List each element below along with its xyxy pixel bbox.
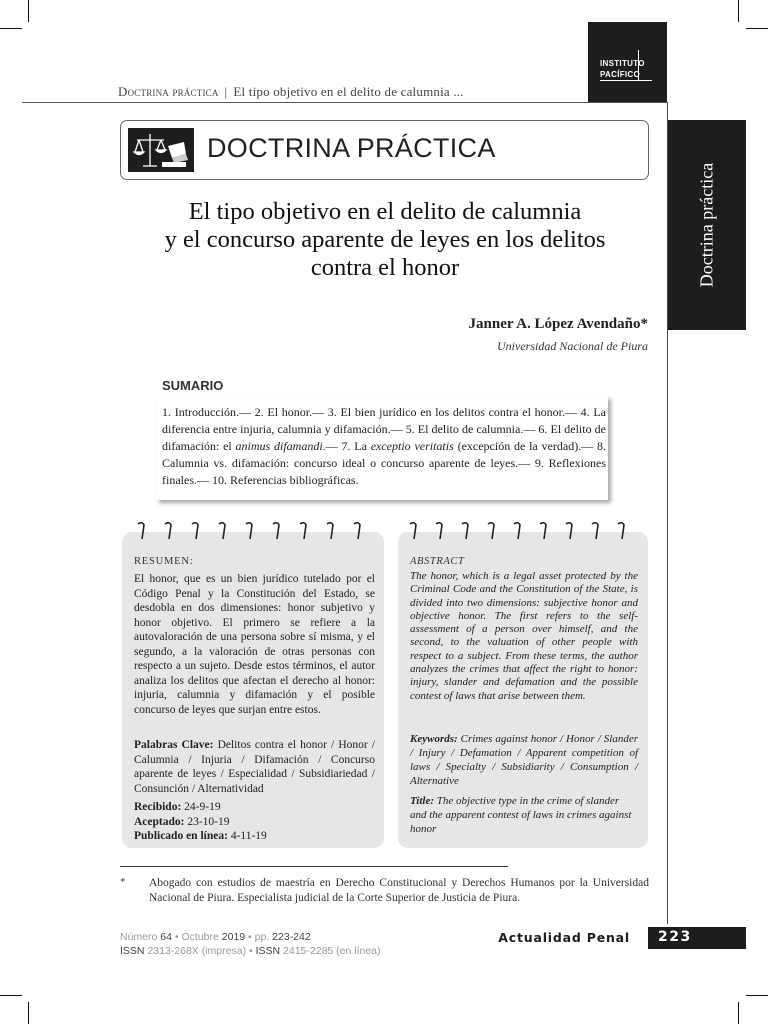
footnote-divider [120, 866, 508, 867]
article-title [120, 198, 650, 282]
author-affiliation: Universidad Nacional de Piura [497, 339, 648, 353]
page-number: 223 [658, 929, 692, 945]
crop-mark [0, 995, 22, 996]
header-divider [22, 102, 667, 103]
running-head-title: El tipo objetivo en el delito de calumnia ... [233, 84, 464, 99]
article-title-line3: contra el honor [310, 254, 460, 281]
logo-text-line1: INSTITUTO [600, 59, 645, 68]
running-head: Doctrina práctica | El tipo objetivo en el delito de calumnia ... [118, 84, 464, 99]
crop-mark [28, 0, 29, 22]
section-title: DOCTRINA PRÁCTICA [207, 133, 496, 163]
sumario-text: 1. Introducción.— 2. El honor.— 3. El bien jurídico en los delitos contra el honor.— 4. La diferencia entre injuria, calumnia y difamación.— 5. El delito de calumnia.— 6. El delito de difamación: el animus difamandi.— 7. La exceptio veritatis (excepción de la verdad).— 8. Calumnia vs. difamación: concurso ideal o concurso aparente de leyes.— 9. Reflexiones finales.— 10. Referencias bibliográficas. [162, 405, 606, 487]
sumario-box [156, 396, 608, 500]
side-tab [668, 120, 746, 330]
crop-mark [0, 28, 22, 29]
crop-mark [746, 28, 768, 29]
crop-mark [738, 0, 739, 22]
crop-mark [28, 1002, 29, 1024]
side-tab-label: Doctrina práctica [696, 162, 717, 288]
article-dates: Recibido: 24-9-19 Aceptado: 23-10-19 Publicado en línea: 4-11-19 [134, 801, 267, 842]
running-head-section: Doctrina práctica [118, 84, 219, 99]
abstract-card [398, 532, 648, 848]
spiral-binding [398, 520, 648, 544]
article-title-line2: y el concurso aparente de leyes en los delitos [164, 226, 606, 253]
resumen-card [122, 532, 384, 848]
crop-mark [738, 1002, 739, 1024]
issue-info: Número 64 • Octubre 2019 • pp. 223-242 ISSN 2313-268X (impresa) • ISSN 2415-2285 (en línea) [120, 931, 381, 957]
resumen-body: El honor, que es un bien jurídico tutelado por el Código Penal y la Constitución del Estado, se desdobla en dos dimensiones: honor subjetivo y honor objetivo. El primero se refiere a la autovaloración de una persona sobre sí misma, y el segundo, a la valoración de otras personas con respecto a un sujeto. Desde estos términos, el autor analiza los delitos que afectan el derecho al honor: injuria, calumnia y difamación y el posible concurso de leyes que surjan entre estos. [134, 573, 375, 716]
scales-of-justice-icon [128, 128, 194, 172]
journal-name: Actualidad Penal [498, 930, 630, 945]
logo-text-line2: PACÍFICO [600, 70, 641, 79]
section-banner [120, 120, 649, 180]
abstract-body: The honor, which is a legal asset protected by the Criminal Code and the Constitution of the State, is divided into two dimensions: subjective honor and objective honor. The first refers to the self-assessment of a person over himself, and the second, to the valuation of other people with respect to a subject. From these terms, the author analyzes the crimes that affect the right to honor: injury, slander and defamation and the possible contest of laws that arise between them. [410, 570, 638, 702]
article-title-line1: El tipo objetivo en el delito de calumnia [188, 198, 582, 225]
sumario-heading: SUMARIO [162, 378, 224, 393]
footnote-text: Abogado con estudios de maestría en Derecho Constitucional y Derechos Humanos por la Universidad Nacional de Piura. Especialista judicial de la Corte Superior de Justicia de Piura. [149, 877, 649, 904]
footnote-mark: * [120, 876, 126, 888]
spiral-binding [122, 520, 384, 544]
abstract-title: Title: The objective type in the crime of slander and the apparent contest of laws in crimes against honor [410, 795, 632, 835]
page-number-box [648, 927, 746, 949]
author-name: Janner A. López Avendaño* [468, 316, 648, 332]
crop-mark [746, 995, 768, 996]
publisher-logo [588, 22, 667, 102]
resumen-keywords: Palabras Clave: Delitos contra el honor / Honor / Calumnia / Injuria / Difamación / Concurso aparente de leyes / Especialidad / Subsidiariedad / Consunción / Alternatividad [134, 739, 375, 795]
abstract-heading: ABSTRACT [410, 556, 465, 567]
right-margin-rule [667, 102, 668, 924]
abstract-keywords: Keywords: Crimes against honor / Honor / Slander / Injury / Defamation / Apparent competition of laws / Specialty / Subsidiarity / Consumption / Alternative [410, 733, 639, 787]
resumen-heading: RESUMEN: [134, 556, 194, 567]
